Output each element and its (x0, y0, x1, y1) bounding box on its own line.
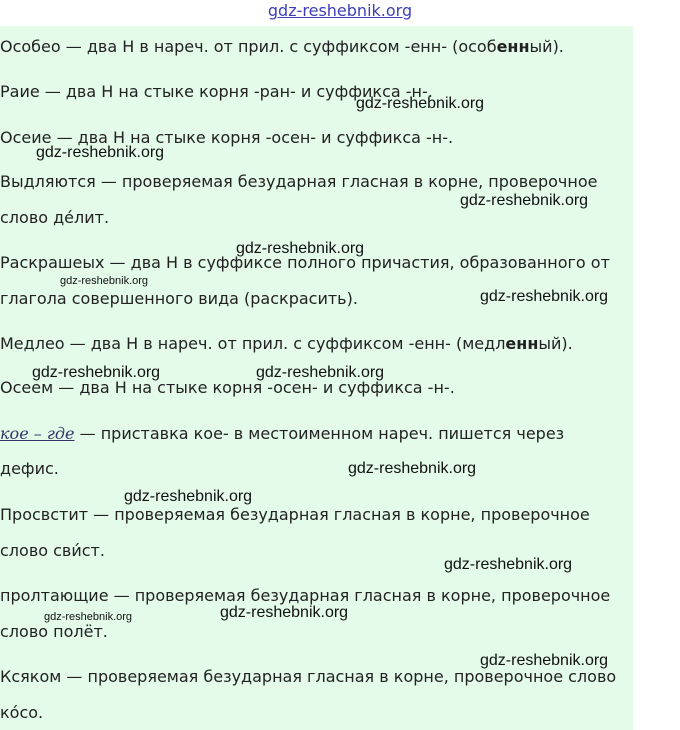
watermark: gdz-reshebnik.org (44, 611, 133, 623)
watermark: gdz-reshebnik.org (256, 364, 385, 381)
watermark: gdz-reshebnik.org (32, 364, 161, 381)
watermark: gdz-reshebnik.org (36, 144, 165, 161)
watermark: gdz-reshebnik.org (480, 288, 609, 305)
watermark: gdz-reshebnik.org (348, 460, 477, 477)
line-prosvistit: Просвстит — проверяемая безударная гласная в корне, проверочное (0, 505, 590, 524)
line-defis: дефис. (0, 459, 59, 478)
line-glagola: глагола совершенного вида (раскрасить). (0, 289, 358, 308)
line-osenem: Осеем — два Н на стыке корня -осен- и суффикса -н-. (0, 378, 455, 397)
watermark: gdz-reshebnik.org (480, 652, 609, 669)
line-kosyakom: Ксяком — проверяемая безударная гласная в корне, проверочное слово (0, 667, 617, 686)
watermark: gdz-reshebnik.org (60, 275, 149, 287)
line-slovo-polyot: слово полёт. (0, 622, 108, 641)
line-slovo-delit: слово де́лит. (0, 208, 110, 227)
header-watermark: gdz-reshebnik.org (267, 1, 413, 20)
watermark: gdz-reshebnik.org (356, 95, 485, 112)
watermark: gdz-reshebnik.org (444, 556, 573, 573)
watermark: gdz-reshebnik.org (460, 192, 589, 209)
line-slovo-koso: ко́со. (0, 703, 44, 722)
watermark: gdz-reshebnik.org (220, 604, 349, 621)
line-koe-gde: кое – где — приставка кое- в местоименном нареч. пишется через (0, 424, 565, 443)
line-proletayushchie: пролтающие — проверяемая безударная гласная в корне, проверочное (0, 586, 611, 605)
line-vydelyayutsya: Выдляются — проверяемая безударная гласная в корне, проверочное (0, 172, 598, 191)
line-ranee: Раие — два Н на стыке корня -ран- и суффикса -н-. (0, 82, 433, 101)
line-slovo-svist: слово сви́ст. (0, 541, 105, 560)
watermark: gdz-reshebnik.org (236, 240, 365, 257)
line-medlenno: Медлео — два Н в нареч. от прил. с суффиксом -енн- (медленный). (0, 334, 573, 353)
line-raskrashennyh: Раскрашеых — два Н в суффиксе полного причастия, образованного от (0, 253, 610, 272)
watermark: gdz-reshebnik.org (124, 488, 253, 505)
line-osobenno: Особео — два Н в нареч. от прил. с суффиксом -енн- (особенный). (0, 37, 564, 56)
handwritten-word: кое – где (0, 424, 75, 443)
line-osenie: Осеие — два Н на стыке корня -осен- и суффикса -н-. (0, 128, 454, 147)
